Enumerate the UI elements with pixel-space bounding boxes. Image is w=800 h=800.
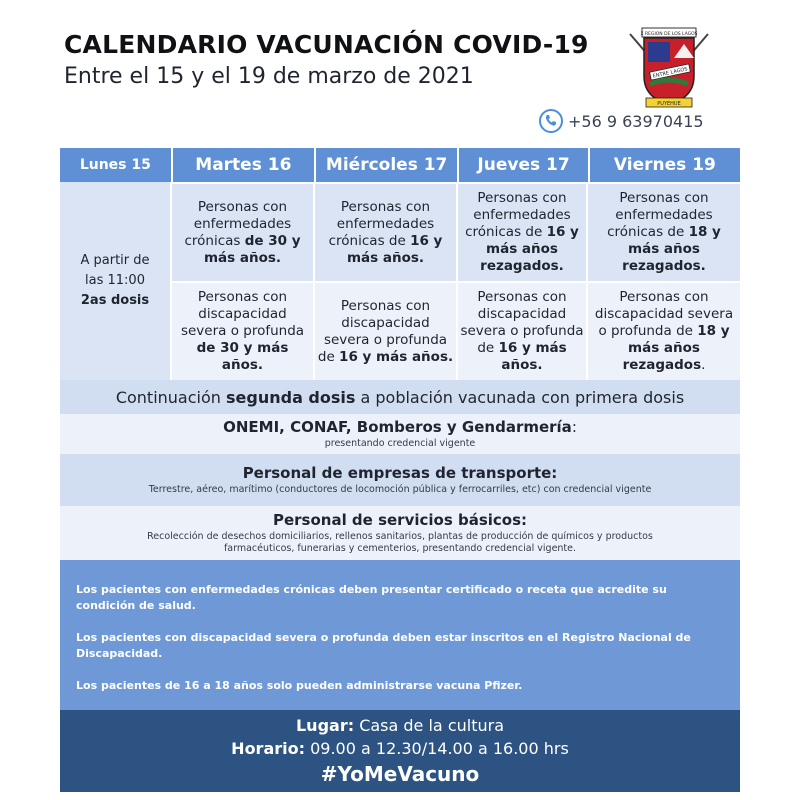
emergency-services-band [60,414,740,454]
hours-line: Horario: 09.00 a 12.30/14.00 a 16.00 hrs [231,739,569,758]
emergency-services-note: presentando credencial vigente [324,438,476,449]
note-disability-registry: Los pacientes con discapacidad severa o profunda deben estar inscritos en el Registro Nacional de Discapacidad. [76,631,691,660]
note-chronic-certificate: Los pacientes con enfermedades crónicas deben presentar certificado o receta que acredite su condición de salud. [76,583,667,612]
contact-phone [538,108,704,134]
basic-services-band [60,506,740,560]
disability-friday-cell: Personas con discapacidad severa o profunda de 18 y más años rezagados. [588,281,740,380]
note-pfizer-age: Los pacientes de 16 a 18 años solo pueden administrarse vacuna Pfizer. [76,679,523,692]
basic-services-note-line-1: Recolección de desechos domiciliarios, rellenos sanitarios, plantas de producción de químicos y productos [147,531,653,542]
header-wednesday: Miércoles 17 [316,148,459,182]
vaccination-schedule-table [60,148,740,714]
chronic-thursday-cell: Personas con enfermedades crónicas de 16 y más años rezagados. [458,182,588,281]
hashtag: #YoMeVacuno [320,762,480,786]
logo-bottom-text: PUYEHUE [657,101,681,107]
weekday-columns [172,182,740,380]
chronic-tuesday-cell: Personas con enfermedades crónicas de 30 y más años. [172,182,315,281]
schedule-body [60,182,740,380]
monday-line-2: las 11:00 [85,273,145,288]
municipal-coat-of-arms-logo [624,24,714,110]
phone-icon [538,108,564,134]
transport-workers-band [60,454,740,506]
header-monday: Lunes 15 [60,148,173,182]
place-line: Lugar: Casa de la cultura [295,716,504,735]
day-header-row [60,148,740,182]
chronic-disease-row [172,182,740,281]
header-friday: Viernes 19 [613,155,716,175]
disability-thursday-cell: Personas con discapacidad severa o profunda de 16 y más años. [458,281,588,380]
emergency-services-title: ONEMI, CONAF, Bomberos y Gendarmería: [223,418,577,436]
monday-line-1: A partir de [80,253,150,268]
disability-row [172,281,740,380]
transport-workers-note: Terrestre, aéreo, marítimo (conductores de locomoción pública y ferrocarriles, etc) con credencial vigente [148,484,652,495]
transport-workers-title: Personal de empresas de transporte: [242,464,558,482]
logo-top-text: X REGION DE LOS LAGOS [640,32,698,37]
date-range-subtitle: Entre el 15 y el 19 de marzo de 2021 [64,64,474,89]
page-title: CALENDARIO VACUNACIÓN COVID-19 [64,30,589,59]
chronic-wednesday-cell: Personas con enfermedades crónicas de 16 y más años. [315,182,458,281]
disability-tuesday-cell: Personas con discapacidad severa o profunda de 30 y más años. [172,281,315,380]
monday-line-3: 2as dosis [80,293,150,308]
chronic-friday-cell: Personas con enfermedades crónicas de 18 y más años rezagados. [588,182,740,281]
phone-number: +56 9 63970415 [568,111,704,131]
header-tuesday: Martes 16 [173,148,316,182]
header-thursday: Jueves 17 [459,148,589,182]
requirements-notes [60,560,740,714]
disability-wednesday-cell: Personas con discapacidad severa o profunda de 16 y más años. [315,281,458,380]
second-dose-continuation: Continuación segunda dosis a población vacunada con primera dosis [60,380,740,414]
monday-cell [60,182,172,380]
location-footer [60,710,740,792]
basic-services-title: Personal de servicios básicos: [272,511,528,529]
basic-services-note-line-2: farmacéuticos, funerarias y cementerios, presentando credencial vigente. [223,543,577,554]
logo-mid-text: ENTRE LAGOS [652,66,689,80]
